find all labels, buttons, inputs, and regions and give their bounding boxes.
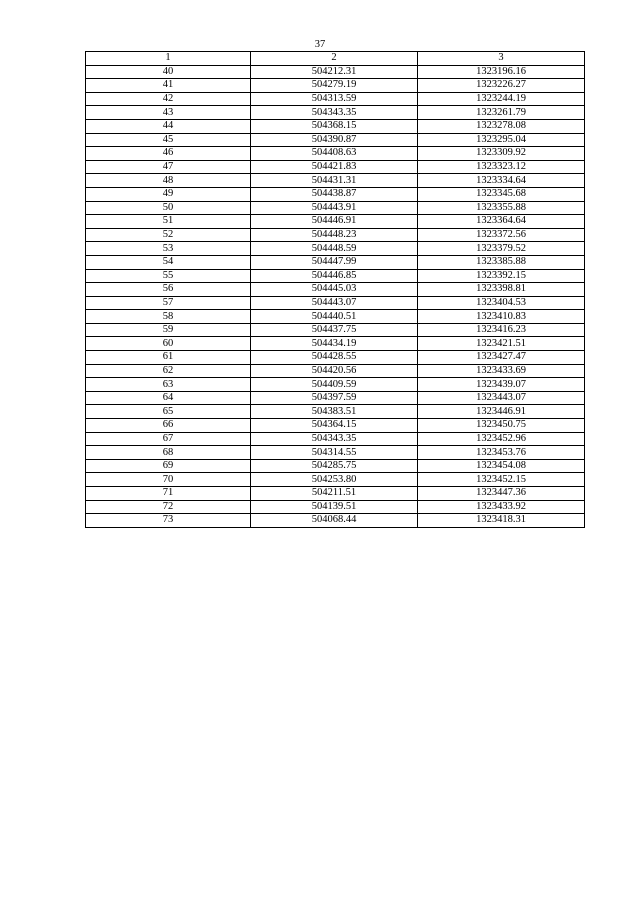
table-cell-col-2: 504211.51 — [251, 487, 418, 501]
table-cell-col-1: 58 — [86, 310, 251, 324]
table-cell-col-3: 1323447.36 — [418, 487, 585, 501]
table-cell-col-1: 64 — [86, 391, 251, 405]
table-cell-col-3: 1323450.75 — [418, 419, 585, 433]
table-cell-col-3: 1323261.79 — [418, 106, 585, 120]
table-cell-col-1: 56 — [86, 283, 251, 297]
table-row — [86, 92, 585, 106]
table-cell-col-3: 1323416.23 — [418, 323, 585, 337]
table-cell-col-2: 504443.91 — [251, 201, 418, 215]
table-cell-col-1: 47 — [86, 160, 251, 174]
table-row — [86, 283, 585, 297]
table-cell-col-1: 66 — [86, 419, 251, 433]
table-cell-col-2: 504408.63 — [251, 147, 418, 161]
table-cell-col-1: 54 — [86, 255, 251, 269]
table-cell-col-2: 504445.03 — [251, 283, 418, 297]
table-cell-col-2: 504313.59 — [251, 92, 418, 106]
table-cell-col-3: 1323427.47 — [418, 351, 585, 365]
table-cell-col-2: 504446.91 — [251, 215, 418, 229]
table-cell-col-2: 504448.59 — [251, 242, 418, 256]
table-cell-col-2: 504314.55 — [251, 446, 418, 460]
table-body — [86, 65, 585, 527]
table-cell-col-2: 504437.75 — [251, 323, 418, 337]
table-cell-col-1: 59 — [86, 323, 251, 337]
table-cell-col-2: 504343.35 — [251, 106, 418, 120]
table-row — [86, 269, 585, 283]
header-cell-3: 3 — [418, 52, 585, 66]
table-cell-col-3: 1323278.08 — [418, 119, 585, 133]
table-cell-col-3: 1323433.69 — [418, 364, 585, 378]
table-cell-col-3: 1323295.04 — [418, 133, 585, 147]
table-cell-col-3: 1323404.53 — [418, 296, 585, 310]
table-row — [86, 242, 585, 256]
table-cell-col-3: 1323345.68 — [418, 187, 585, 201]
table-cell-col-1: 48 — [86, 174, 251, 188]
table-row — [86, 65, 585, 79]
table-cell-col-1: 55 — [86, 269, 251, 283]
table-cell-col-2: 504390.87 — [251, 133, 418, 147]
table-cell-col-3: 1323392.15 — [418, 269, 585, 283]
table-cell-col-3: 1323226.27 — [418, 79, 585, 93]
table-cell-col-3: 1323418.31 — [418, 514, 585, 528]
table-cell-col-1: 45 — [86, 133, 251, 147]
table-cell-col-2: 504343.35 — [251, 432, 418, 446]
table-cell-col-1: 43 — [86, 106, 251, 120]
table-cell-col-3: 1323452.96 — [418, 432, 585, 446]
header-cell-1: 1 — [86, 52, 251, 66]
table-row — [86, 391, 585, 405]
table-cell-col-3: 1323372.56 — [418, 228, 585, 242]
header-row — [86, 52, 585, 66]
table-row — [86, 473, 585, 487]
table-row — [86, 364, 585, 378]
table-row — [86, 446, 585, 460]
table-cell-col-1: 44 — [86, 119, 251, 133]
coordinates-table — [85, 51, 585, 528]
table-cell-col-2: 504139.51 — [251, 500, 418, 514]
table-row — [86, 228, 585, 242]
table-row — [86, 337, 585, 351]
table-cell-col-2: 504448.23 — [251, 228, 418, 242]
table-cell-col-3: 1323443.07 — [418, 391, 585, 405]
table-cell-col-3: 1323452.15 — [418, 473, 585, 487]
table-cell-col-3: 1323355.88 — [418, 201, 585, 215]
table-cell-col-1: 63 — [86, 378, 251, 392]
table-cell-col-2: 504447.99 — [251, 255, 418, 269]
table-cell-col-3: 1323334.64 — [418, 174, 585, 188]
table-row — [86, 201, 585, 215]
table-cell-col-3: 1323398.81 — [418, 283, 585, 297]
table-row — [86, 500, 585, 514]
table-row — [86, 79, 585, 93]
table-cell-col-2: 504285.75 — [251, 459, 418, 473]
table-row — [86, 310, 585, 324]
table-cell-col-3: 1323439.07 — [418, 378, 585, 392]
table-cell-col-3: 1323364.64 — [418, 215, 585, 229]
table-cell-col-3: 1323244.19 — [418, 92, 585, 106]
table-cell-col-2: 504279.19 — [251, 79, 418, 93]
table-cell-col-1: 49 — [86, 187, 251, 201]
table-cell-col-1: 41 — [86, 79, 251, 93]
table-row — [86, 405, 585, 419]
table-cell-col-2: 504431.31 — [251, 174, 418, 188]
table-cell-col-1: 62 — [86, 364, 251, 378]
table-cell-col-3: 1323309.92 — [418, 147, 585, 161]
table-row — [86, 147, 585, 161]
table-cell-col-2: 504438.87 — [251, 187, 418, 201]
table-row — [86, 174, 585, 188]
table-cell-col-2: 504364.15 — [251, 419, 418, 433]
table-cell-col-2: 504383.51 — [251, 405, 418, 419]
table-cell-col-3: 1323196.16 — [418, 65, 585, 79]
table-cell-col-2: 504440.51 — [251, 310, 418, 324]
table-cell-col-1: 52 — [86, 228, 251, 242]
table-cell-col-2: 504253.80 — [251, 473, 418, 487]
table-row — [86, 255, 585, 269]
table-row — [86, 106, 585, 120]
table-cell-col-3: 1323433.92 — [418, 500, 585, 514]
table-row — [86, 432, 585, 446]
table-cell-col-3: 1323453.76 — [418, 446, 585, 460]
page-number: 37 — [314, 39, 326, 50]
table-cell-col-2: 504397.59 — [251, 391, 418, 405]
table-cell-col-1: 51 — [86, 215, 251, 229]
table-cell-col-1: 40 — [86, 65, 251, 79]
table-cell-col-2: 504368.15 — [251, 119, 418, 133]
table-cell-col-3: 1323379.52 — [418, 242, 585, 256]
table-cell-col-1: 60 — [86, 337, 251, 351]
table-cell-col-1: 69 — [86, 459, 251, 473]
table-cell-col-1: 61 — [86, 351, 251, 365]
table-cell-col-3: 1323385.88 — [418, 255, 585, 269]
table-cell-col-1: 72 — [86, 500, 251, 514]
table-cell-col-1: 57 — [86, 296, 251, 310]
table-cell-col-2: 504409.59 — [251, 378, 418, 392]
header-cell-2: 2 — [251, 52, 418, 66]
table-row — [86, 133, 585, 147]
table-row — [86, 351, 585, 365]
table-cell-col-1: 46 — [86, 147, 251, 161]
table-cell-col-2: 504068.44 — [251, 514, 418, 528]
table-cell-col-3: 1323410.83 — [418, 310, 585, 324]
table-cell-col-1: 67 — [86, 432, 251, 446]
table-row — [86, 215, 585, 229]
table-cell-col-1: 70 — [86, 473, 251, 487]
table-row — [86, 487, 585, 501]
table-cell-col-2: 504421.83 — [251, 160, 418, 174]
table-cell-col-3: 1323421.51 — [418, 337, 585, 351]
table-cell-col-1: 73 — [86, 514, 251, 528]
table-cell-col-2: 504428.55 — [251, 351, 418, 365]
table-cell-col-1: 42 — [86, 92, 251, 106]
table-cell-col-2: 504443.07 — [251, 296, 418, 310]
table-cell-col-3: 1323323.12 — [418, 160, 585, 174]
table-row — [86, 459, 585, 473]
table-cell-col-3: 1323446.91 — [418, 405, 585, 419]
table-row — [86, 419, 585, 433]
table-row — [86, 187, 585, 201]
table-row — [86, 296, 585, 310]
table-cell-col-1: 71 — [86, 487, 251, 501]
table-cell-col-1: 65 — [86, 405, 251, 419]
table-row — [86, 160, 585, 174]
table-cell-col-1: 53 — [86, 242, 251, 256]
table-row — [86, 378, 585, 392]
table-header — [86, 52, 585, 66]
table-cell-col-2: 504212.31 — [251, 65, 418, 79]
table-cell-col-2: 504434.19 — [251, 337, 418, 351]
table-cell-col-2: 504420.56 — [251, 364, 418, 378]
table-cell-col-1: 68 — [86, 446, 251, 460]
table-cell-col-1: 50 — [86, 201, 251, 215]
table-row — [86, 119, 585, 133]
table-cell-col-3: 1323454.08 — [418, 459, 585, 473]
table-row — [86, 514, 585, 528]
table-row — [86, 323, 585, 337]
table-cell-col-2: 504446.85 — [251, 269, 418, 283]
